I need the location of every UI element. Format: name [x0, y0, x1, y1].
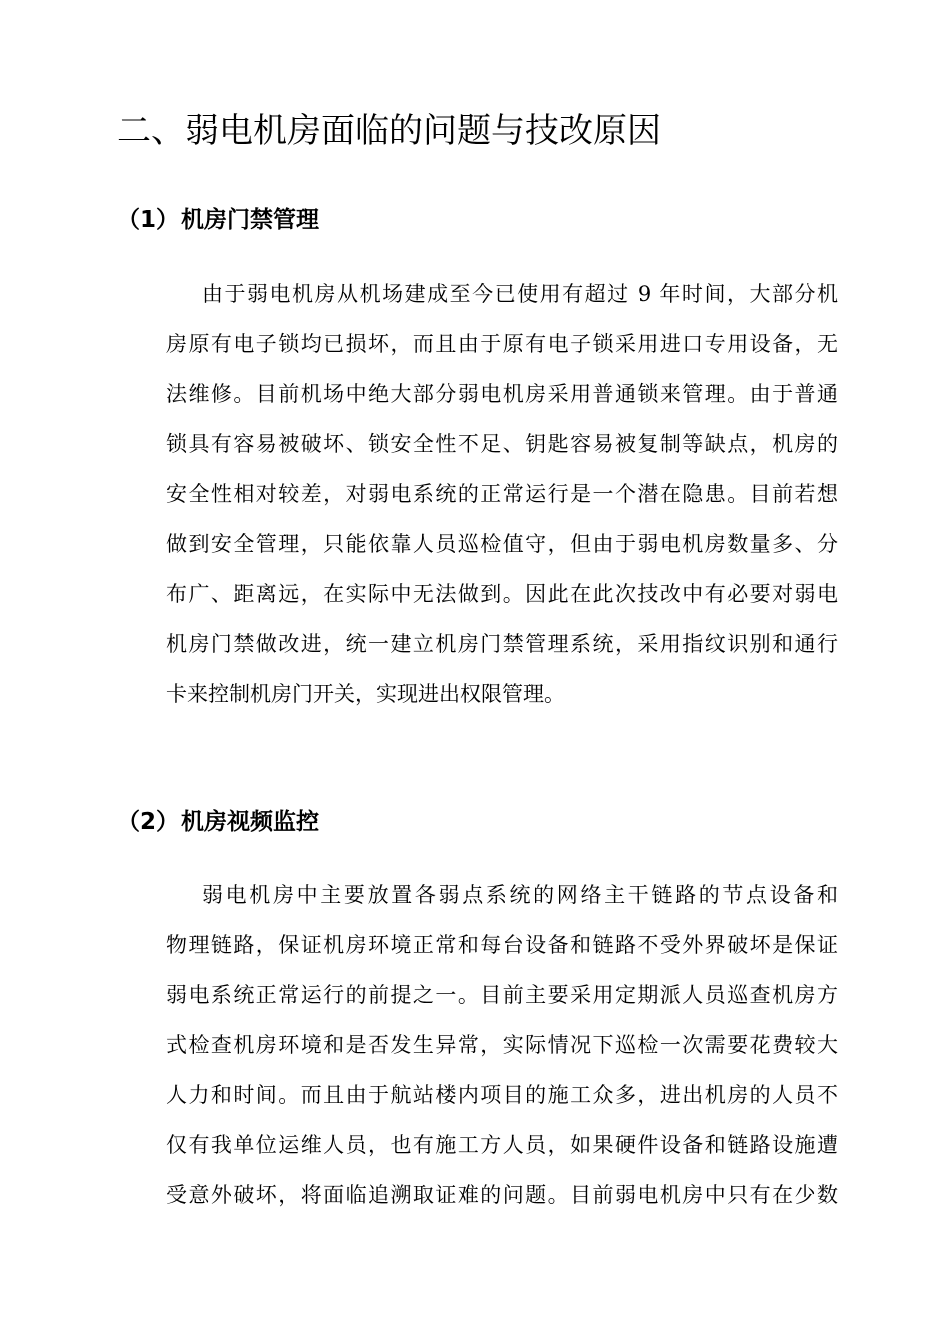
text-line: 由于弱电机房从机场建成至今已使用有超过 9 年时间，大部分机	[202, 282, 838, 306]
main-heading: 二、弱电机房面临的问题与技改原因	[117, 111, 661, 151]
text-line: 物理链路，保证机房环境正常和每台设备和链路不受外界破坏是保证	[166, 933, 838, 957]
text-line: 法维修。目前机场中绝大部分弱电机房采用普通锁来管理。由于普通	[166, 382, 838, 406]
paragraph-door-access	[166, 269, 838, 719]
section-heading-video-monitoring	[117, 806, 837, 838]
text-line: 受意外破坏，将面临追溯取证难的问题。目前弱电机房中只有在少数	[166, 1183, 838, 1207]
section-heading-door-access	[117, 204, 837, 236]
text-line: 仅有我单位运维人员，也有施工方人员，如果硬件设备和链路设施遭	[166, 1133, 838, 1157]
text-line: 弱电系统正常运行的前提之一。目前主要采用定期派人员巡查机房方	[166, 983, 838, 1007]
section-title: 机房视频监控	[181, 809, 320, 835]
section-number: （1）	[117, 207, 180, 233]
text-line: 做到安全管理，只能依靠人员巡检值守，但由于弱电机房数量多、分	[166, 532, 838, 556]
text-line: 机房门禁做改进，统一建立机房门禁管理系统，采用指纹识别和通行	[166, 632, 838, 656]
text-line: 锁具有容易被破坏、锁安全性不足、钥匙容易被复制等缺点，机房的	[166, 432, 838, 456]
paragraph-video-monitoring	[166, 870, 838, 1220]
text-line: 人力和时间。而且由于航站楼内项目的施工众多，进出机房的人员不	[166, 1083, 838, 1107]
section-number: （2）	[117, 809, 180, 835]
text-line: 弱电机房中主要放置各弱点系统的网络主干链路的节点设备和	[202, 883, 838, 907]
section-title: 机房门禁管理	[181, 207, 320, 233]
text-line: 房原有电子锁均已损坏，而且由于原有电子锁采用进口专用设备，无	[166, 332, 838, 356]
text-line: 式检查机房环境和是否发生异常，实际情况下巡检一次需要花费较大	[166, 1033, 838, 1057]
text-line: 卡来控制机房门开关，实现进出权限管理。	[166, 682, 565, 706]
text-line: 布广、距离远，在实际中无法做到。因此在此次技改中有必要对弱电	[166, 582, 838, 606]
text-line: 安全性相对较差，对弱电系统的正常运行是一个潜在隐患。目前若想	[166, 482, 838, 506]
